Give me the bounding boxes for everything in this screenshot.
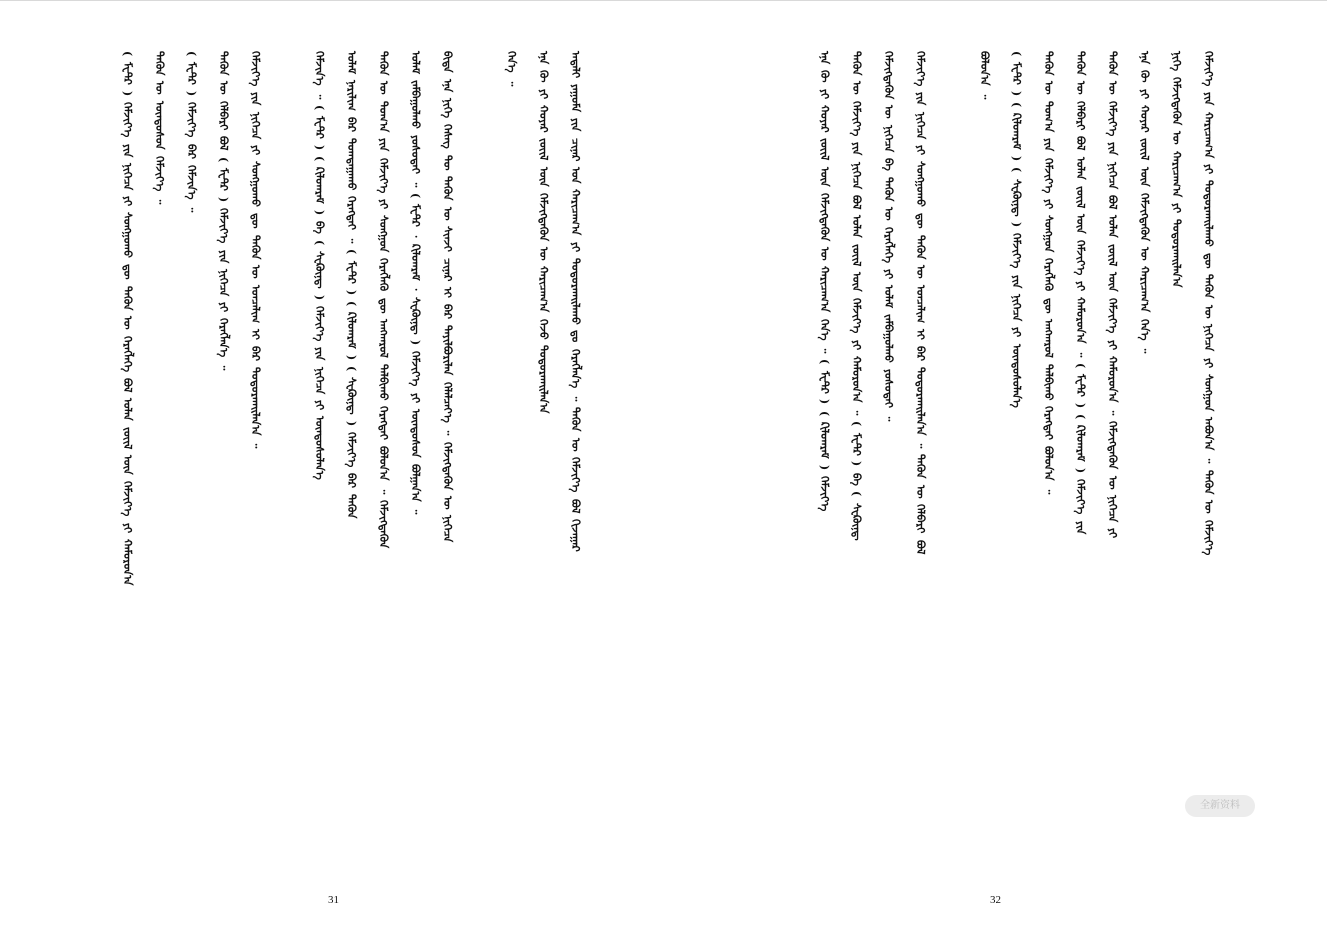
column-text: ( ᠮᠧᠲ᠋ᠷ ) ( ᠺᠢᠯᠣᠭᠷᠠᠮ ) ( ᠰᠧᠺᠦ᠋ᠨ᠋ᠳ᠋ ) ᠬᠡᠮᠵᠢᠶ᠎ᠡ ᠶᠢᠨ ᠨᠢᠭᠡᠴᠡ ᠶᠢ ᠦᠨᠳᠦᠰᠦᠯᠡᠨ᠎ᠡ bbox=[1010, 51, 1023, 408]
column-text: ᠬᠡᠮᠵᠢᠶ᠎ᠡ ᠶᠢᠨ ᠨᠢᠭᠡᠴᠡ ᠶᠢ ᠰᠣᠩᠭᠣᠬᠤ ᠳᠦ ᠲᠡᠭᠦᠨ ᠦ ᠣᠨᠴᠠᠯᠢᠭ ᠢ ᠪᠠᠷ ᠲᠣᠳᠤᠷᠬᠠᠢᠯᠠᠨ᠎ᠠ ᠃ bbox=[249, 51, 262, 449]
column-text: ᠬᠡᠮᠵᠢᠨ᠎ᠡ ᠃ ( ᠮᠧᠲ᠋ᠷ ) ( ᠺᠢᠯᠣᠭᠷᠠᠮ ) ᠪᠠ ( ᠰᠧᠺᠦ᠋ᠨ᠋ᠳ᠋ ) ᠬᠡᠮᠵᠢᠶ᠎ᠡ ᠶᠢᠨ ᠨᠢᠭᠡᠴᠡ ᠶᠢ ᠦᠨᠳᠦᠰᠦᠯᠡᠨ᠎ᠡ bbox=[313, 51, 326, 481]
page-number: 31 bbox=[328, 894, 339, 906]
column-text: ᠬᠡᠮᠵᠢᠶ᠎ᠡ ᠶᠢᠨ ᠬᠠᠷᠢᠴᠠᠭ᠎ᠠ ᠶᠢ ᠲᠣᠳᠤᠷᠬᠠᠢᠯᠠᠬᠤ ᠳᠦ ᠲᠡᠭᠦᠨ ᠦ ᠨᠢᠭᠡᠴᠡ ᠶᠢ ᠰᠣᠩᠭᠣᠨ ᠠᠪᠤᠨ᠎ᠠ ᠃ ᠲᠡᠭᠦᠨ ᠦ ᠬᠡᠮᠵᠢᠶ᠎ᠡ bbox=[1202, 51, 1215, 556]
text-column bbox=[442, 51, 453, 549]
text-column bbox=[410, 51, 421, 520]
column-text: ᠡᠨᠡ ᠬᠦ ᠶᠢ ᠬᠣᠶᠠᠷ ᠵᠦᠢᠯ ᠦᠨ ᠬᠡᠮᠵᠢᠭᠳᠡᠬᠦᠨ ᠦ ᠬᠠᠷᠢᠴᠠᠭ᠎ᠠ ᠭᠡᠨ᠎ᠡ ᠃ bbox=[1138, 51, 1151, 354]
text-column bbox=[1107, 51, 1118, 545]
text-column bbox=[377, 51, 390, 549]
column-text: ᠪᠣᠯᠤᠨ᠎ᠠ ᠃ bbox=[978, 51, 991, 99]
text-column bbox=[915, 51, 926, 560]
text-column bbox=[979, 51, 990, 105]
left-page bbox=[60, 41, 620, 911]
column-text: ᠲᠡᠭᠦᠨ ᠦ ᠦᠨᠳᠦᠰᠦᠨ ᠬᠡᠮᠵᠢᠶ᠎ᠡ ᠃ bbox=[153, 51, 166, 205]
column-text: ᠲᠡᠭᠦᠨ ᠦ ᠲᠣᠭ᠎ᠠ ᠶᠢᠨ ᠬᠡᠮᠵᠢᠶ᠎ᠡ ᠶᠢ ᠰᠣᠩᠭᠣᠨ ᠬᠡᠷᠡᠭᠯᠡᠬᠦ ᠳᠦ ᠠᠩᠬᠠᠷᠤᠯ ᠲᠠᠯᠪᠢᠬᠤ ᠬᠡᠷᠡᠭᠲᠡᠢ ᠪᠣᠯᠤᠨ᠎ᠠ ᠃ ᠬᠡᠮᠵᠢᠭᠳᠡᠬᠦᠨ bbox=[377, 51, 390, 549]
column-text: ᠲᠡᠭᠦᠨ ᠦ ᠬᠡᠯᠪᠡᠷᠢ ᠪᠣᠯ ( ᠮᠧᠲ᠋ᠷ ) ᠬᠡᠮᠵᠢᠶ᠎ᠡ ᠶᠢᠨ ᠨᠢᠭᠡᠴᠡ ᠶᠢ ᠬᠡᠷᠡᠭᠯᠡᠨ᠎ᠡ ᠃ bbox=[217, 51, 230, 371]
column-text: ᠤᠯᠠᠮ ᠵᠠᠮᠪᠠᠭᠤᠯᠬᠤ ᠶᠤᠰᠤᠲᠠᠢ ᠃ ( ᠮᠧᠲ᠋ᠷ ᠂ ᠺᠢᠯᠣᠭᠷᠠᠮ ᠂ ᠰᠧᠺᠦ᠋ᠨ᠋ᠳ᠋ ) ᠬᠡᠮᠵᠢᠶ᠎ᠡ ᠶᠢ ᠦᠨᠳᠦᠰᠦᠨ ᠪᠣᠯᠭᠠᠨ᠎ᠠ ᠃ bbox=[409, 51, 422, 515]
page-number: 32 bbox=[990, 894, 1001, 906]
text-column bbox=[538, 51, 549, 420]
text-column bbox=[121, 51, 134, 586]
column-text: ᠲᠡᠭᠦᠨ ᠦ ᠬᠡᠮᠵᠢᠶ᠎ᠡ ᠶᠢᠨ ᠨᠢᠭᠡᠴᠡ ᠪᠣᠯ ᠣᠯᠠᠨ ᠵᠦᠢᠯ ᠦᠨ ᠬᠡᠮᠵᠢᠶ᠎ᠡ ᠶᠢ ᠬᠠᠮᠤᠷᠤᠨ᠎ᠠ ᠃ ( ᠮᠧᠲ᠋ᠷ ) ᠪᠠ ( ᠰᠧᠺᠦ᠋ᠨ᠋ᠳ᠋ bbox=[850, 51, 863, 541]
column-text: ᠨᠢᠭᠡ ᠬᠡᠮᠵᠢᠭᠳᠡᠬᠦᠨ ᠦ ᠬᠠᠷᠢᠴᠠᠭ᠎ᠠ ᠶᠢ ᠲᠣᠳᠤᠷᠬᠠᠢᠯᠠᠨ᠎ᠠ bbox=[1170, 51, 1183, 288]
column-text: ᠡᠨᠡ ᠬᠦ ᠶᠢ ᠬᠣᠶᠠᠷ ᠵᠦᠢᠯ ᠦᠨ ᠬᠡᠮᠵᠢᠭᠳᠡᠬᠦᠨ ᠦ ᠬᠠᠷᠢᠴᠠᠭ᠎ᠠ ᠭᠡᠨ᠎ᠡ ᠃ ( ᠮᠧᠲ᠋ᠷ ) ( ᠺᠢᠯᠣᠭᠷᠠᠮ ) ᠬᠡᠮᠵᠢᠶ᠎ᠡ bbox=[818, 51, 831, 512]
text-column bbox=[506, 51, 517, 92]
text-column bbox=[883, 51, 894, 427]
column-text: ᠤᠯᠠᠮ ᠨᠠᠷᠢᠯᠢᠭ ᠪᠠᠷ ᠲᠣᠭᠲᠠᠭᠠᠬᠤ ᠬᠡᠷᠡᠭᠲᠡᠢ ᠃ ( ᠮᠧᠲ᠋ᠷ ) ( ᠺᠢᠯᠣᠭᠷᠠᠮ ) ( ᠰᠧᠺᠦ᠋ᠨ᠋ᠳ᠋ ) ᠬᠡᠮᠵᠢᠶ᠎ᠡ ᠪᠠᠷ ᠲᠡᠭᠦᠨ bbox=[345, 51, 358, 519]
text-column bbox=[1139, 51, 1150, 359]
text-column bbox=[314, 51, 325, 486]
text-column bbox=[186, 51, 197, 218]
column-text: ᠲᠡᠭᠦᠨ ᠦ ᠬᠡᠯᠪᠡᠷᠢ ᠪᠣᠯ ᠣᠯᠠᠨ ᠵᠦᠢᠯ ᠦᠨ ᠬᠡᠮᠵᠢᠶ᠎ᠡ ᠶᠢ ᠬᠠᠮᠤᠷᠤᠨ᠎ᠠ ᠃ ( ᠮᠧᠲ᠋ᠷ ) ( ᠺᠢᠯᠣᠭᠷᠠᠮ ) ᠬᠡᠮᠵᠢᠶ᠎ᠡ ᠶᠢᠨ bbox=[1074, 51, 1087, 534]
text-column bbox=[569, 51, 582, 552]
text-column bbox=[1171, 51, 1182, 294]
column-text: ( ᠮᠧᠲ᠋ᠷ ) ᠬᠡᠮᠵᠢᠶ᠎ᠡ ᠪᠠᠷ ᠬᠡᠮᠵᠢᠨ᠎ᠡ ᠃ bbox=[185, 51, 198, 213]
text-column bbox=[1203, 51, 1214, 561]
column-text: ᠲᠡᠭᠦᠨ ᠦ ᠲᠣᠭ᠎ᠠ ᠶᠢᠨ ᠬᠡᠮᠵᠢᠶ᠎ᠡ ᠶᠢ ᠰᠣᠩᠭᠣᠨ ᠬᠡᠷᠡᠭᠯᠡᠬᠦ ᠳᠦ ᠠᠩᠬᠠᠷᠤᠯ ᠲᠠᠯᠪᠢᠬᠤ ᠬᠡᠷᠡᠭᠲᠡᠢ ᠪᠣᠯᠤᠨ᠎ᠠ ᠃ bbox=[1042, 51, 1055, 495]
column-text: ᠬᠡᠮᠵᠢᠶ᠎ᠡ ᠶᠢᠨ ᠨᠢᠭᠡᠴᠡ ᠶᠢ ᠰᠣᠩᠭᠣᠬᠤ ᠳᠦ ᠲᠡᠭᠦᠨ ᠦ ᠣᠨᠴᠠᠯᠢᠭ ᠢ ᠪᠠᠷ ᠲᠣᠳᠤᠷᠬᠠᠢᠯᠠᠨ᠎ᠠ ᠃ ᠲᠡᠭᠦᠨ ᠦ ᠬᠡᠯᠪᠡᠷᠢ ᠪᠣᠯ bbox=[914, 51, 927, 555]
column-text: ( ᠮᠧᠲ᠋ᠷ ) ᠬᠡᠮᠵᠢᠶ᠎ᠡ ᠶᠢᠨ ᠨᠢᠭᠡᠴᠡ ᠶᠢ ᠰᠣᠩᠭᠣᠬᠤ ᠳᠦ ᠲᠡᠭᠦᠨ ᠦ ᠬᠡᠷᠡᠭᠯᠡᠭᠡ ᠪᠣᠯ ᠣᠯᠠᠨ ᠵᠦᠢᠯ ᠦᠨ ᠬᠡᠮᠵᠢᠶ᠎ᠡ ᠶᠢ ᠬᠠᠮᠤᠷᠤᠨ᠎ᠠ bbox=[121, 51, 134, 586]
watermark-badge: 全新资料 bbox=[1185, 795, 1255, 817]
column-text: ᠠᠳᠠᠯᠢ ᠶᠠᠭᠤᠮᠠ ᠶᠢᠨ ᠴᠢᠨᠠᠷ ᠤᠨ ᠬᠠᠷᠢᠴᠠᠭ᠎ᠠ ᠶᠢ ᠲᠣᠳᠤᠷᠬᠠᠢᠯᠠᠬᠤ ᠳᠤ ᠬᠡᠷᠡᠭᠯᠡᠨ᠎ᠡ ᠃ ᠲᠡᠭᠦᠨ ᠦ ᠬᠡᠮᠵᠢᠶ᠎ᠡ ᠪᠣᠯ ᠬᠢᠵᠠᠭᠠᠷ bbox=[569, 51, 582, 552]
column-text: ᠭᠡᠨ᠎ᠡ ᠃ bbox=[505, 51, 518, 86]
text-column bbox=[819, 51, 830, 517]
text-column bbox=[218, 51, 229, 377]
column-text: ᠬᠡᠮᠵᠢᠭᠳᠡᠬᠦᠨ ᠦ ᠨᠢᠭᠡᠴᠡ ᠪᠠ ᠲᠡᠭᠦᠨ ᠦ ᠬᠡᠷᠡᠭᠯᠡᠭᠡ ᠶᠢ ᠤᠯᠠᠮ ᠵᠠᠮᠪᠠᠭᠤᠯᠬᠤ ᠶᠤᠰᠤᠲᠠᠢ ᠃ bbox=[882, 51, 895, 422]
column-text: ᠪᠢᠳᠡ ᠡᠨᠡ ᠨᠢᠭᠡ ᠬᠡᠰᠡᠭ ᠲᠦ ᠲᠡᠭᠦᠨ ᠦ ᠰᠢᠨᠵᠢ ᠴᠢᠨᠠᠷ ᠢ ᠪᠠᠷ ᠲᠠᠶᠢᠯᠪᠤᠷᠢᠯᠠᠨ ᠬᠡᠯᠡᠯᠴᠡᠶ᠎ᠡ ᠃ ᠬᠡᠮᠵᠢᠭᠳᠡᠬᠦᠨ ᠦ ᠨᠢᠭᠡᠴᠡ bbox=[441, 51, 454, 543]
column-text: ᠡᠨᠡ ᠬᠦ ᠶᠢ ᠬᠣᠶᠠᠷ ᠵᠦᠢᠯ ᠦᠨ ᠬᠡᠮᠵᠢᠭᠳᠡᠬᠦᠨ ᠦ ᠬᠠᠷᠢᠴᠠᠭ᠎ᠠ ᠭᠡᠵᠦ ᠲᠣᠳᠤᠷᠬᠠᠢᠯᠠᠨ᠎ᠠ bbox=[537, 51, 550, 414]
text-column bbox=[1043, 51, 1054, 500]
column-text: ᠲᠡᠭᠦᠨ ᠦ ᠬᠡᠮᠵᠢᠶ᠎ᠡ ᠶᠢᠨ ᠨᠢᠭᠡᠴᠡ ᠪᠣᠯ ᠣᠯᠠᠨ ᠵᠦᠢᠯ ᠦᠨ ᠬᠡᠮᠵᠢᠶ᠎ᠡ ᠶᠢ ᠬᠠᠮᠤᠷᠤᠨ᠎ᠠ ᠃ ᠬᠡᠮᠵᠢᠭᠳᠡᠬᠦᠨ ᠦ ᠨᠢᠭᠡᠴᠡ ᠶᠢ bbox=[1106, 51, 1119, 539]
text-column bbox=[1075, 51, 1086, 540]
text-column bbox=[346, 51, 357, 525]
text-column bbox=[1011, 51, 1022, 413]
text-column bbox=[851, 51, 862, 546]
text-column bbox=[154, 51, 165, 210]
right-page bbox=[715, 41, 1235, 911]
text-column bbox=[250, 51, 261, 454]
